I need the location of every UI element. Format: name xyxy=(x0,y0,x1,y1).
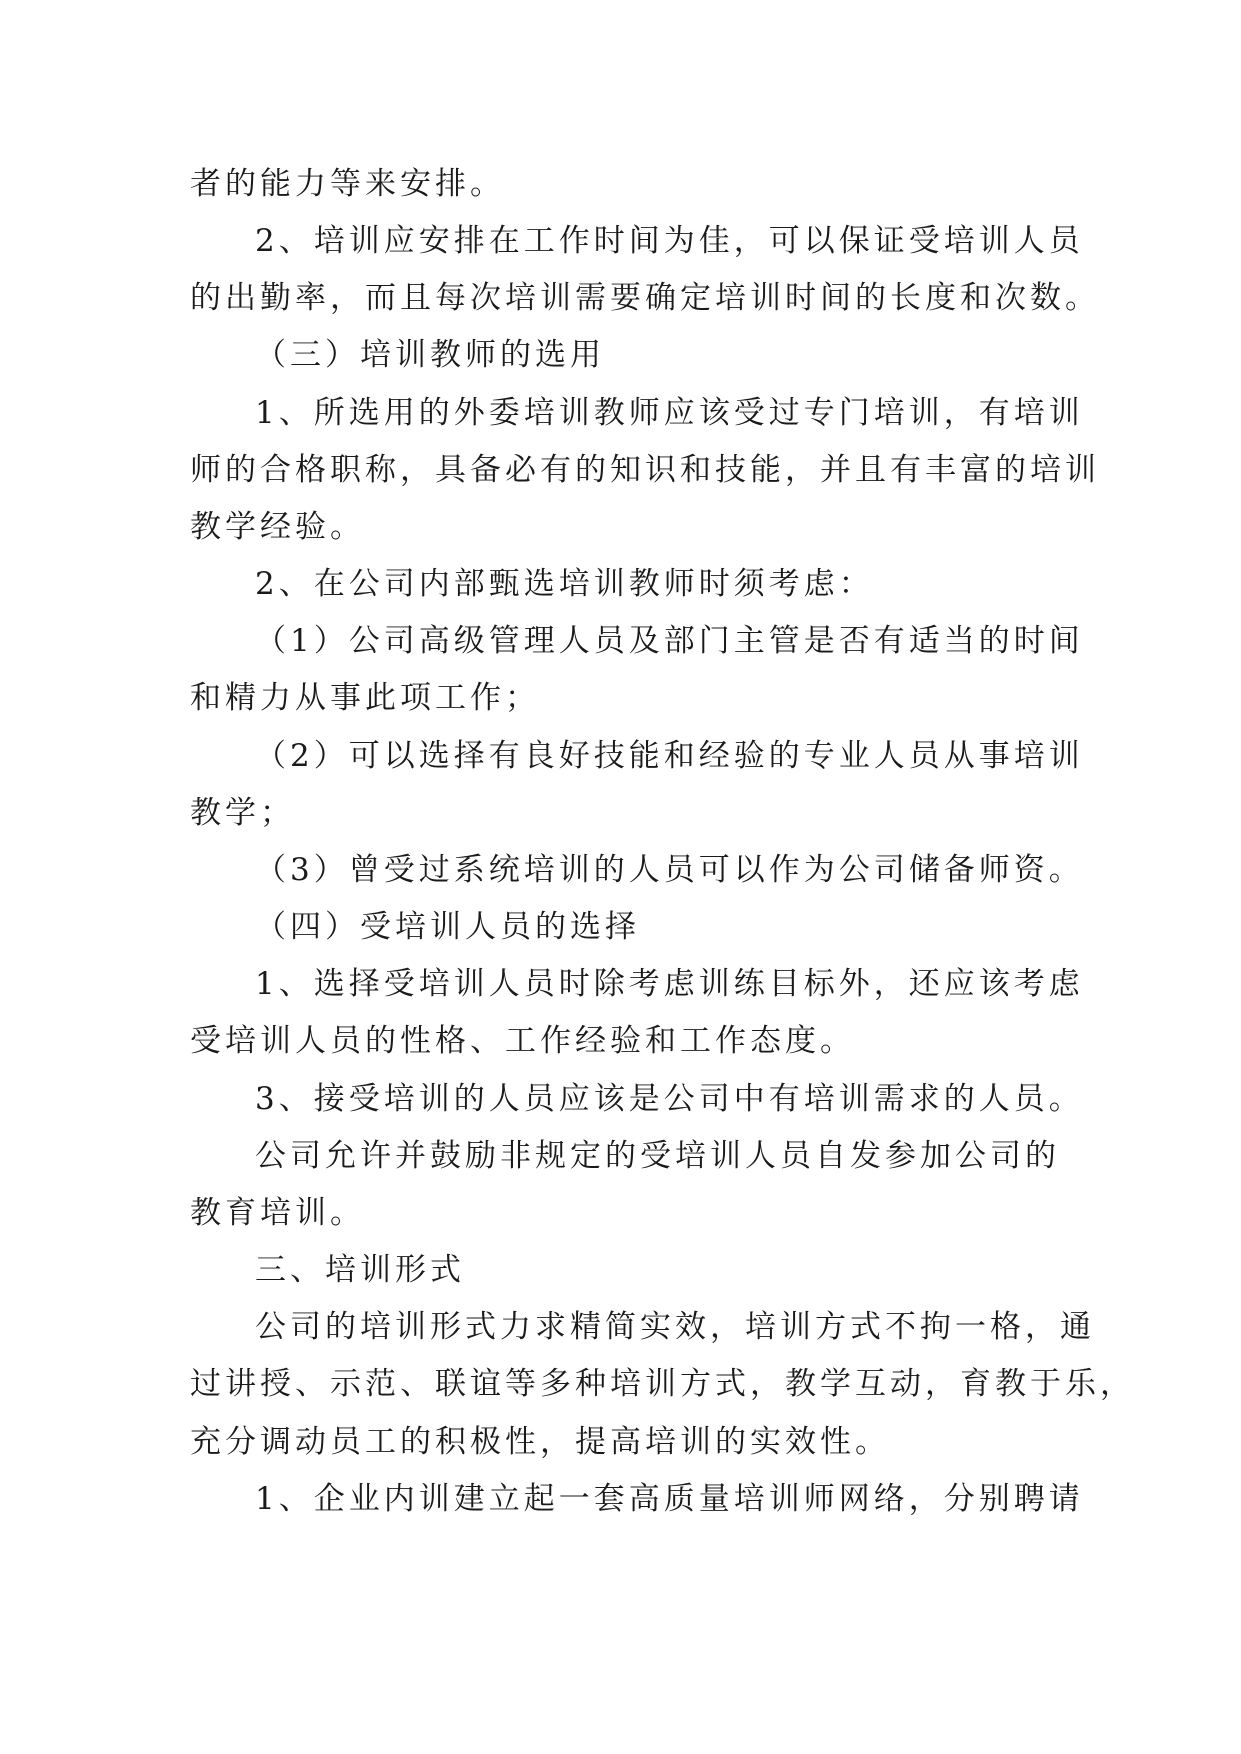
paragraph-line: 2、在公司内部甄选培训教师时须考虑： xyxy=(255,566,874,602)
section-heading: （三）培训教师的选用 xyxy=(255,337,605,373)
body-line: 教育培训。 xyxy=(190,1195,365,1231)
paragraph-line: 公司的培训形式力求精简实效，培训方式不拘一格，通 xyxy=(255,1309,1095,1345)
list-item-line: （2）可以选择有良好技能和经验的专业人员从事培训 xyxy=(255,738,1084,774)
section-heading: 三、培训形式 xyxy=(255,1252,465,1288)
body-line: 师的合格职称，具备必有的知识和技能，并且有丰富的培训 xyxy=(190,452,1100,488)
body-line: 教学； xyxy=(190,795,295,831)
paragraph-line: 3、接受培训的人员应该是公司中有培训需求的人员。 xyxy=(255,1081,1084,1117)
body-line: 充分调动员工的积极性，提高培训的实效性。 xyxy=(190,1424,890,1460)
list-item-line: （3）曾受过系统培训的人员可以作为公司储备师资。 xyxy=(255,852,1084,888)
paragraph-line: 1、企业内训建立起一套高质量培训师网络，分别聘请 xyxy=(255,1481,1084,1517)
body-line: 受培训人员的性格、工作经验和工作态度。 xyxy=(190,1023,855,1059)
list-item-line: （1）公司高级管理人员及部门主管是否有适当的时间 xyxy=(255,623,1084,659)
paragraph-line: 1、所选用的外委培训教师应该受过专门培训，有培训 xyxy=(255,395,1084,431)
body-line: 过讲授、示范、联谊等多种培训方式，教学互动，育教于乐， xyxy=(190,1366,1135,1402)
body-line: 的出勤率，而且每次培训需要确定培训时间的长度和次数。 xyxy=(190,280,1100,316)
section-heading: （四）受培训人员的选择 xyxy=(255,909,640,945)
paragraph-line: 1、选择受培训人员时除考虑训练目标外，还应该考虑 xyxy=(255,966,1084,1002)
body-line: 教学经验。 xyxy=(190,509,365,545)
paragraph-line: 公司允许并鼓励非规定的受培训人员自发参加公司的 xyxy=(255,1138,1060,1174)
body-line: 者的能力等来安排。 xyxy=(190,166,505,202)
body-line: 和精力从事此项工作； xyxy=(190,680,540,716)
paragraph-line: 2、培训应安排在工作时间为佳，可以保证受培训人员 xyxy=(255,223,1084,259)
